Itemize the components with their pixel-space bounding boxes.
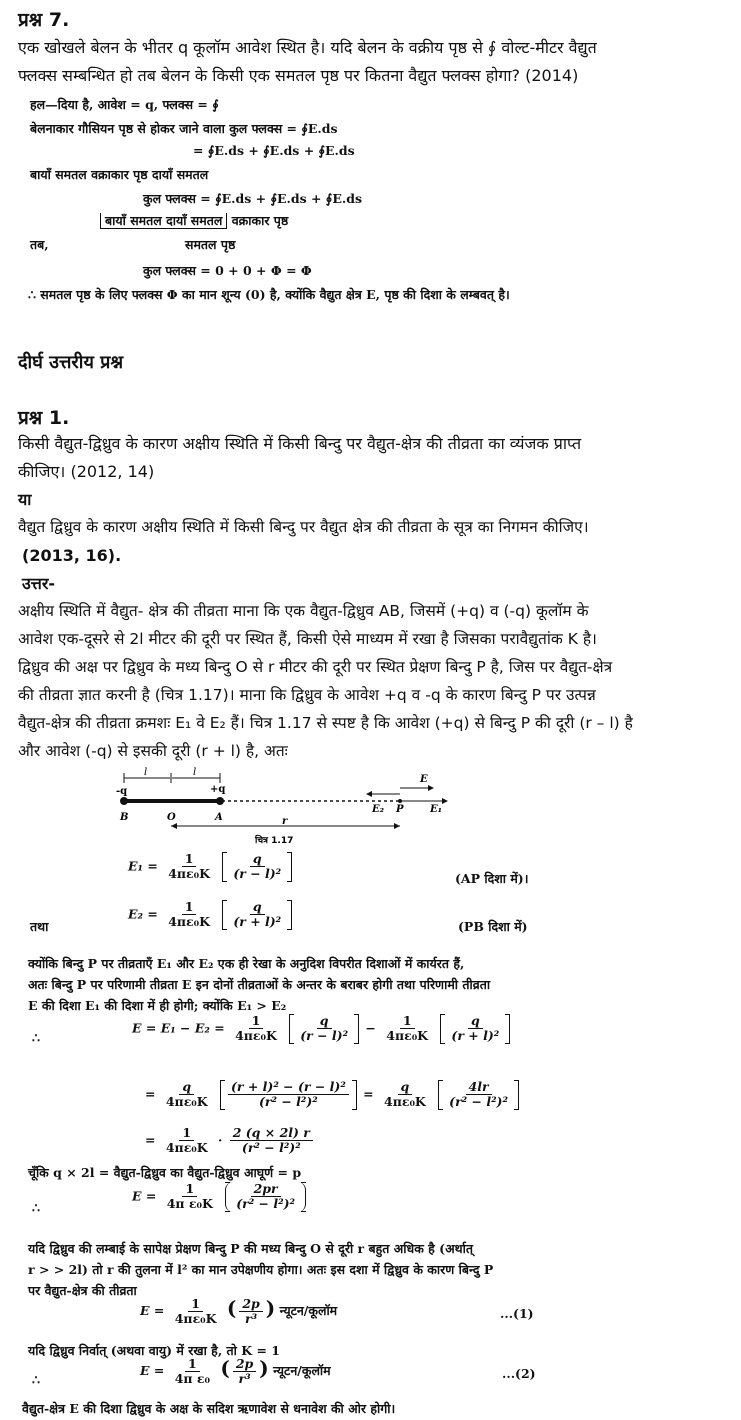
label-P: P <box>396 804 404 815</box>
charge-B <box>120 797 128 805</box>
answer-line-4: की तीव्रता ज्ञात करनी है (चित्र 1.17)। माना कि द्विध्रुव के आवेश +q व -q के कारण बिन्दु P पर उत्पन्न <box>18 686 596 704</box>
question-1-or: या <box>18 490 32 509</box>
frac-num: 1 <box>249 1014 264 1029</box>
label-E: E <box>420 774 428 785</box>
question-7-heading: प्रश्न 7. <box>18 9 70 31</box>
question-1-line-1: किसी वैद्युत-द्विध्रुव के कारण अक्षीय स्थिति में किसी बिन्दु पर वैद्युत-क्षेत्र की तीव्रता का व्यंजक प्राप्त <box>18 434 582 453</box>
dimension-r-head-left <box>171 823 177 829</box>
fraction-q <box>297 1014 351 1044</box>
equation-E1 <box>128 852 294 882</box>
equation-2: E = $\frac{1}{\text{4π ε₀}}$ ( $\frac{2p}{\text{r³}}$ ) न्यूटन/कूलॉम <box>140 1355 331 1386</box>
dipole-moment-note: चूँकि q × 2l = वैद्युत-द्विध्रुव का वैद्युत-द्विध्रुव आघूर्ण = p <box>28 1165 302 1180</box>
frac-num: 1 <box>182 900 197 915</box>
E2-lhs: E₂ = <box>128 906 158 922</box>
frac-den: 4πε₀K <box>235 1028 277 1044</box>
answer-line-5: वैद्युत-क्षेत्र की तीव्रता क्रमशः E₁ वे E₂ हैं। चित्र 1.17 से स्पष्ट है कि आवेश (+q) से बिन्दु P की दूरी (r – l) है <box>18 714 633 732</box>
frac-den: r³ <box>238 1371 251 1386</box>
solution-curved-label: वक्राकार पृष्ठ <box>231 213 289 228</box>
frac-den: (r² − l²)² <box>236 1196 295 1212</box>
frac-num: q <box>398 1080 413 1095</box>
fraction-2p <box>233 1357 256 1387</box>
dipole-diagram <box>110 764 470 846</box>
equation-1: E = $\frac{1}{\text{4πε₀K}}$ ( $\frac{2p}{\text{r³}}$ ) न्यूटन/कूलॉम <box>140 1295 338 1326</box>
question-1-line-3: वैद्युत द्विध्रुव के कारण अक्षीय स्थिति में किसी बिन्दु पर वैद्युत क्षेत्र की तीव्रता के सूत्र का निगमन कीजिए। <box>18 518 589 536</box>
therefore-3: ∴ <box>32 1372 40 1387</box>
minus-sign: − <box>365 1020 376 1036</box>
frac-num: 2 (q × 2l) r <box>230 1126 313 1141</box>
fraction-coef <box>383 1014 431 1044</box>
frac-num: 1 <box>182 1182 197 1197</box>
frac-num: 1 <box>400 1014 415 1029</box>
explanation-line-1: क्योंकि बिन्दु P पर तीव्रताएँ E₁ और E₂ एक ही रेखा के अनुदिश विपरीत दिशाओं में कार्यरत हैं, <box>28 956 465 971</box>
fraction-q <box>230 852 284 882</box>
arrow-E-head <box>428 785 434 791</box>
frac-den: (r² − l²)² <box>449 1094 508 1110</box>
frac-num: 1 <box>185 1357 200 1372</box>
approx-line-2: r > > 2l) तो r की तुलना में l² का मान उपेक्षणीय होगा। अतः इस दशा में द्विध्रुव के कारण बिन्दु P <box>28 1262 494 1277</box>
E-lhs: E = <box>140 1303 165 1318</box>
label-B: B <box>120 812 129 823</box>
solution-total-flux-2: कुल फ्लक्स = ∮E.ds + ∮E.ds + ∮E.ds <box>143 191 362 206</box>
frac-num: q <box>179 1080 194 1095</box>
frac-den: (r + l)² <box>451 1028 500 1044</box>
fraction-coef <box>163 1126 211 1156</box>
frac-den: r³ <box>245 1311 258 1326</box>
equation-E-diff <box>132 1014 512 1044</box>
fraction-q-coef <box>381 1080 429 1110</box>
frac-num: 1 <box>188 1297 203 1312</box>
solution-result: कुल फ्लक्स = 0 + 0 + Φ = Φ <box>143 263 312 278</box>
solution-given: हल—दिया है, आवेश = q, फ्लक्स = ∮ <box>30 97 219 112</box>
frac-num: q <box>468 1014 483 1029</box>
equation-E-p <box>132 1182 308 1212</box>
equation-simplify-1 <box>145 1080 521 1110</box>
arrow-E2-head <box>366 791 372 797</box>
therefore-2: ∴ <box>32 1200 40 1215</box>
solution-boxed-label: बायाँ समतल दायाँ समतल <box>100 213 227 229</box>
E-lhs: E = <box>132 1188 157 1204</box>
answer-line-3: द्विध्रुव की अक्ष पर द्विध्रुव के मध्य बिन्दु O से r मीटर की दूरी पर स्थित प्रेक्षण बिन्दु P है, जिस पर वैद्युत-क्षेत्र <box>18 658 613 676</box>
label-A: A <box>215 812 223 823</box>
fraction-2p <box>239 1297 262 1327</box>
solution-total-flux: बेलनाकार गौसियन पृष्ठ से होकर जाने वाला कुल फ्लक्स = ∮E.ds <box>30 121 338 136</box>
E-lhs: E = <box>140 1363 165 1378</box>
label-plus-q: +q <box>210 784 226 795</box>
question-1-heading: प्रश्न 1. <box>18 407 70 429</box>
equation-number-2: ...(2) <box>502 1366 536 1381</box>
label-minus-q: -q <box>116 786 128 797</box>
section-title: दीर्घ उत्तरीय प्रश्न <box>18 352 124 373</box>
frac-den: 4πε₀K <box>168 914 210 930</box>
solution-surface-labels: बायाँ समतल वक्राकार पृष्ठ दायाँ समतल <box>30 167 209 182</box>
dot-sign: · <box>218 1132 223 1148</box>
answer-line-6: और आवेश (-q) से इसकी दूरी (r + l) है, अतः <box>18 742 288 760</box>
label-E2: E₂ <box>372 804 385 815</box>
frac-num: (r + l)² − (r − l)² <box>228 1080 349 1095</box>
solution-conclusion: ∴ समतल पृष्ठ के लिए फ्लक्स Φ का मान शून्य (0) है, क्योंकि वैद्युत क्षेत्र E, पृष्ठ की दिशा के लम्बवत् है। <box>28 287 510 302</box>
frac-num: q <box>250 900 265 915</box>
frac-den: 4πε₀K <box>384 1094 426 1110</box>
frac-den: 4π ε₀K <box>166 1196 213 1212</box>
solution-tab: तब, <box>30 237 49 252</box>
fraction-q-coef <box>163 1080 211 1110</box>
frac-den: (r − l)² <box>233 866 282 882</box>
frac-den: (r² − l²)² <box>259 1094 318 1110</box>
frac-den: 4πε₀K <box>386 1028 429 1044</box>
frac-num: q <box>317 1014 332 1029</box>
answer-line-1: अक्षीय स्थिति में वैद्युत- क्षेत्र की तीव्रता माना कि एक वैद्युत-द्विध्रुव AB, जिसमें (+q) व (-q) कूलॉम के <box>18 602 589 620</box>
label-O: O <box>167 812 176 823</box>
frac-den: 4πε₀K <box>174 1311 217 1326</box>
question-7-text-line-1: एक खोखले बेलन के भीतर q कूलॉम आवेश स्थित है। यदि बेलन के वक्रीय पृष्ठ से ∮ वोल्ट-मीटर वैद्युत <box>18 38 597 57</box>
label-l-right: l <box>193 767 197 778</box>
label-r: r <box>282 816 288 827</box>
vacuum-note: यदि द्विध्रुव निर्वात् (अथवा वायु) में रखा है, तो K = 1 <box>28 1343 280 1358</box>
frac-den: (r² − l²)² <box>241 1140 301 1156</box>
frac-num: 2p <box>239 1297 262 1312</box>
fraction-coef <box>172 1357 213 1387</box>
fraction-coef <box>232 1014 280 1044</box>
equals-sign: = <box>145 1132 156 1148</box>
frac-den: (r + l)² <box>233 914 282 930</box>
solution-plane-surface: समतल पृष्ठ <box>185 237 236 252</box>
solution-flux-split: = ∮E.ds + ∮E.ds + ∮E.ds <box>193 143 355 158</box>
dimension-r-head-right <box>394 823 400 829</box>
therefore-1: ∴ <box>32 1030 40 1045</box>
frac-num: 2pr <box>251 1182 281 1197</box>
frac-num: 4lr <box>466 1080 492 1095</box>
answer-label: उत्तर- <box>22 574 56 593</box>
fraction-coef <box>164 1182 216 1212</box>
E1-lhs: E₁ = <box>128 858 158 874</box>
equals-sign: = <box>363 1086 374 1102</box>
question-1-line-2: कीजिए। (2012, 14) <box>18 462 155 481</box>
approx-line-1: यदि द्विध्रुव की लम्बाई के सापेक्ष प्रेक्षण बिन्दु P की मध्य बिन्दु O से दूरी r बहुत अधिक है (अर्थात् <box>28 1241 473 1256</box>
frac-num: 2p <box>233 1357 256 1372</box>
unit-label: न्यूटन/कूलॉम <box>273 1363 331 1378</box>
fraction-coef <box>172 1297 220 1327</box>
explanation-line-2: अतः बिन्दु P पर परिणामी तीव्रता E इन दोनों तीव्रताओं के अन्तर के बराबर होगी तथा परिणामी तीव्रता <box>28 977 491 992</box>
frac-num: q <box>250 852 265 867</box>
figure-caption: चित्र 1.17 <box>255 836 294 846</box>
equals-sign: = <box>145 1086 156 1102</box>
fraction-2ql <box>230 1126 313 1156</box>
fraction-q <box>448 1014 502 1044</box>
label-l-left: l <box>144 767 148 778</box>
fraction-2pr <box>233 1182 298 1212</box>
explanation-line-3: E की दिशा E₁ की दिशा में ही होगी; क्योंकि E₁ > E₂ <box>28 998 287 1013</box>
frac-den: 4π ε₀ <box>174 1371 210 1386</box>
question-7-text-line-2: फ्लक्स सम्बन्धित हो तब बेलन के किसी एक समतल पृष्ठ पर कितना वैद्युत फ्लक्स होगा? (2014) <box>18 66 579 85</box>
label-E1: E₁ <box>430 804 443 815</box>
fraction-4lr <box>446 1080 511 1110</box>
approx-line-3: पर वैद्युत-क्षेत्र की तीव्रता <box>28 1283 137 1298</box>
frac-den: 4πε₀K <box>168 866 210 882</box>
answer-line-2: आवेश एक-दूसरे से 2l मीटर की दूरी पर स्थित हैं, किसी ऐसे माध्यम में रखा है जिसका परावैद्युतांक K है। <box>18 630 597 648</box>
equation-E2 <box>128 900 294 930</box>
fraction-q <box>230 900 284 930</box>
direction-conclusion: वैद्युत-क्षेत्र E की दिशा द्विध्रुव के अक्ष के सदिश ऋणावेश से धनावेश की ओर होगी। <box>22 1401 396 1416</box>
frac-den: (r − l)² <box>300 1028 349 1044</box>
frac-den: 4πε₀K <box>165 1094 208 1110</box>
E2-direction-note: (PB दिशा में) <box>458 919 528 934</box>
tatha-label: तथा <box>30 919 49 934</box>
fraction-coef <box>165 852 213 882</box>
fraction-coef <box>165 900 213 930</box>
question-1-line-4: (2013, 16). <box>22 546 122 565</box>
frac-num: 1 <box>179 1126 194 1141</box>
frac-den: 4πε₀K <box>165 1140 208 1156</box>
equation-simplify-2 <box>145 1126 316 1156</box>
unit-label: न्यूटन/कूलॉम <box>279 1303 338 1318</box>
equation-number-1: ...(1) <box>500 1306 534 1321</box>
E-diff-lhs: E = E₁ − E₂ = <box>132 1020 225 1036</box>
E1-direction-note: (AP दिशा में)। <box>455 871 529 886</box>
fraction-diff <box>228 1080 349 1110</box>
frac-num: 1 <box>182 852 197 867</box>
solution-surface-box-row <box>100 212 288 229</box>
arrow-E1-head <box>442 798 448 804</box>
